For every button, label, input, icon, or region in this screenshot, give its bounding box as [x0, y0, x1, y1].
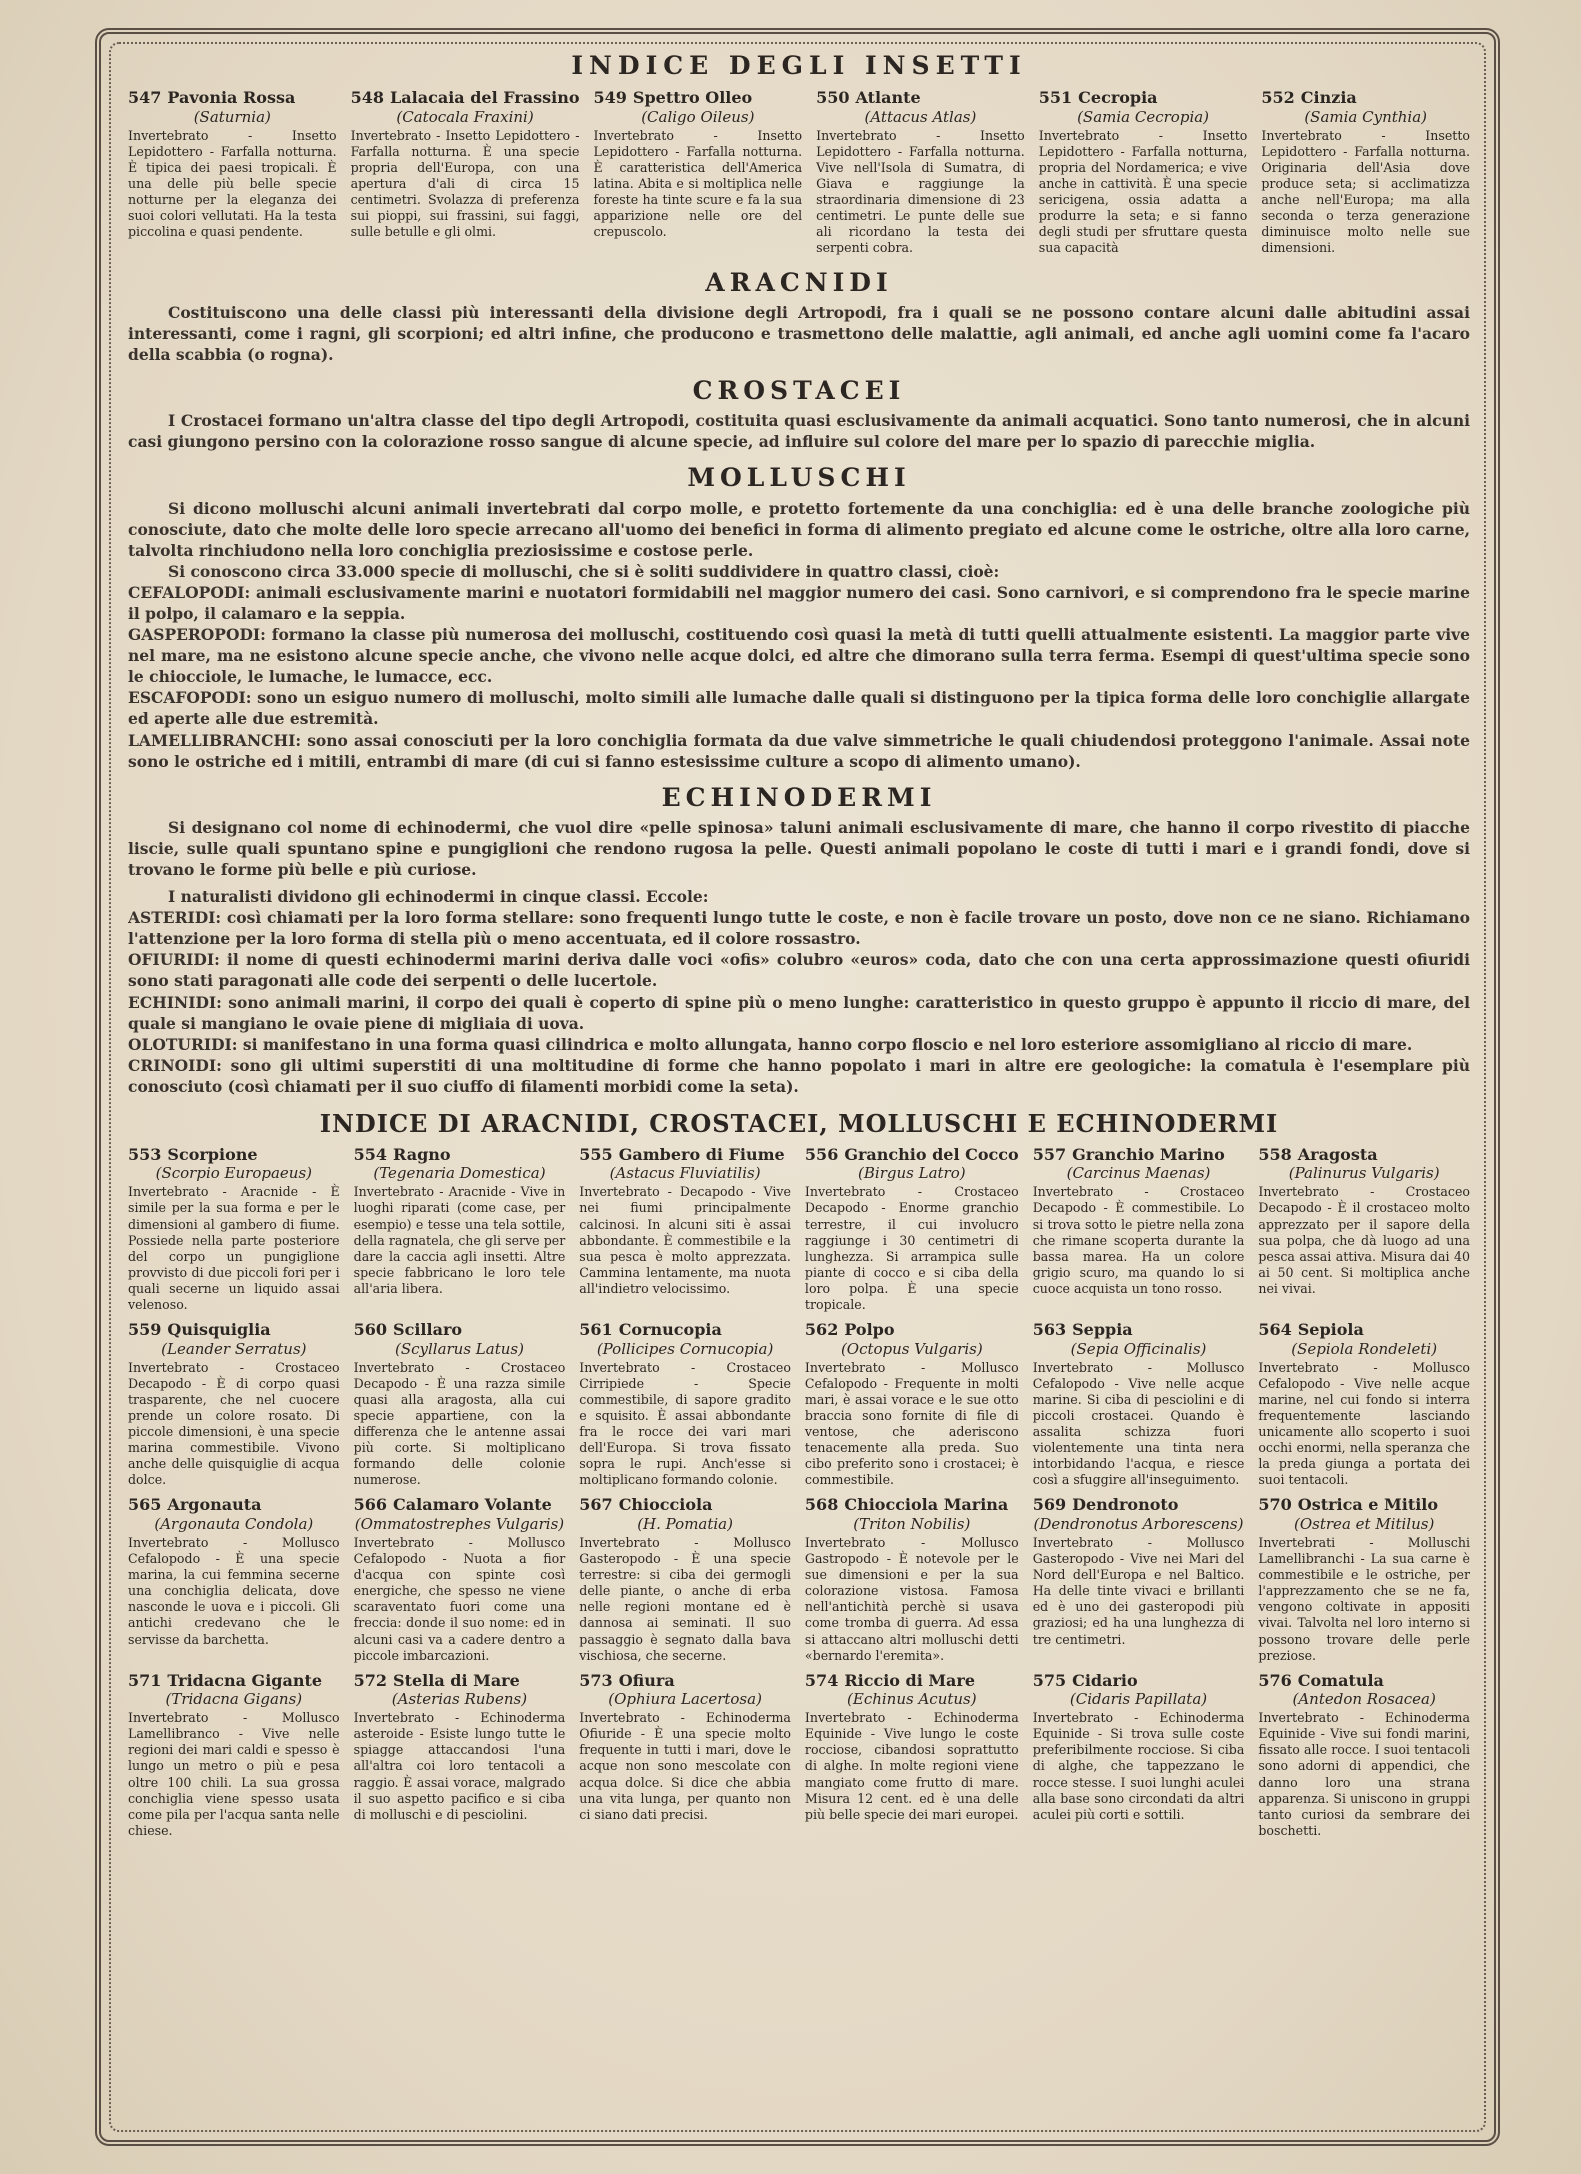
- entry-number: 575: [1032, 1671, 1067, 1690]
- entry-latin-name: (H. Pomatia): [637, 1514, 733, 1533]
- class-text: sono un esiguo numero di molluschi, molto simili alle lumache dalle quali si distinguono per la tipica forma delle loro conchiglie allargate ed aperte alle due estremità.: [128, 688, 1470, 729]
- index-entry: [1033, 1146, 1245, 1313]
- index-entry: [354, 1672, 566, 1839]
- entry-name: Cornucopia: [618, 1321, 722, 1340]
- entry-latin-name: (Ophiura Lacertosa): [608, 1690, 762, 1709]
- crostacei-heading: CROSTACEI: [692, 376, 906, 405]
- entry-title: [1258, 1146, 1470, 1164]
- entry-latin-name: (Tridacna Gigans): [165, 1690, 303, 1709]
- molluschi-text-2: Si conoscono circa 33.000 specie di molluschi, che si è soliti suddividere in quattro classi, cioè:: [168, 561, 1000, 581]
- class-term: ASTERIDI:: [128, 908, 222, 928]
- entry-title: [354, 1321, 566, 1339]
- index-entry: [816, 89, 1025, 256]
- entry-name: Lalacaia del Frassino: [390, 89, 580, 108]
- entry-title: [1033, 1496, 1245, 1514]
- entry-title: [128, 1496, 340, 1514]
- entry-title: [805, 1321, 1019, 1339]
- class-term: ECHINIDI:: [128, 992, 222, 1012]
- index-entry: [1258, 1146, 1470, 1313]
- entry-latin-name: (Samia Cecropia): [1077, 107, 1210, 126]
- entry-latin-name: (Birgus Latro): [858, 1164, 966, 1183]
- entry-title: [1033, 1672, 1245, 1690]
- index-entry: [805, 1146, 1019, 1313]
- entry-name: Ofiura: [618, 1671, 675, 1690]
- class-term: CEFALOPODI:: [128, 582, 251, 602]
- class-text: animali esclusivamente marini e nuotatori formidabili nel maggior numero dei casi. Sono carnivori, e si comprendono fra le specie marine il polpo, il calamaro e la seppia.: [128, 582, 1470, 624]
- entry-latin-name: (Samia Cynthia): [1304, 107, 1428, 126]
- entry-latin-name: (Pollicipes Cornucopia): [596, 1339, 774, 1358]
- entry-number: 564: [1258, 1321, 1292, 1340]
- entry-number: 563: [1032, 1321, 1067, 1340]
- crostacei-section: [128, 375, 1470, 452]
- entry-description: Invertebrato - Insetto Lepidottero - Farfalla notturna. È una specie propria dell'Europa, con una apertura d'ali di circa 15 centimetri. Svolazza di preferenza sui pioppi, sui frassini, sui faggi, sulle betulle e gli olmi.: [350, 127, 580, 240]
- entry-latin-name: (Asterias Rubens): [391, 1690, 528, 1709]
- entry-latin-name: (Argonauta Condola): [154, 1514, 314, 1533]
- index-entry: [579, 1672, 791, 1839]
- entry-description: Invertebrato - Mollusco Gasteropodo - È una specie terrestre: si ciba dei germogli delle piante, o anche di erba nelle regioni montane ed è dannosa ai seminati. Il suo passaggio è segnato dalla bava vischiosa, che secerne.: [579, 1534, 791, 1663]
- entry-latin-name: (Saturnia): [193, 107, 271, 126]
- index-entry: [1033, 1672, 1245, 1839]
- index-entry: [1033, 1496, 1245, 1663]
- index-entry: [128, 89, 337, 256]
- entry-description: Invertebrato - Insetto Lepidottero - Farfalla notturna. È caratteristica dell'America latina. Abita e si moltiplica nelle foreste ha tinte scure e fa la sua apparizione nelle ore del crepuscolo.: [593, 127, 803, 240]
- entry-description: Invertebrato - Echinoderma Equinide - Si trova sulle coste preferibilmente rocciose. Si ciba di alghe, che tappezzano le rocce stesse. I suoi lunghi aculei alla base sono circondati da altri aculei più corti e sottili.: [1032, 1710, 1245, 1822]
- entry-number: 547: [128, 89, 162, 108]
- class-term: CRINOIDI:: [128, 1055, 222, 1075]
- entry-description: Invertebrato - Crostaceo Decapodo - È il crostaceo molto apprezzato per il sapore della sua polpa, che dà luogo ad una pesca assai attiva. Misura dai 40 ai 50 cent. Si moltiplica anche nei vivai.: [1258, 1184, 1470, 1296]
- index-entry: [594, 89, 803, 256]
- entry-name: Stella di Mare: [393, 1671, 520, 1690]
- class-term: LAMELLIBRANCHI:: [128, 730, 302, 750]
- echinodermi-text-1: Si designano col nome di echinodermi, che vuol dire «pelle spinosa» taluni animali esclusivamente di mare, che hanno il corpo rivestito di piacche liscie, sulle quali spuntano spine e pungiglioni che rendono rugosa la pelle. Questi animali popolano le coste di tutti i mari e i grandi fondi, dove si trovano le forme più belle e più curiose.: [128, 817, 1470, 880]
- index-entry: [128, 1496, 340, 1663]
- class-definition: [128, 1034, 1470, 1055]
- entry-description: Invertebrato - Crostaceo Decapodo - È commestibile. Lo si trova sotto le pietre nella zona che rimane scoperta durante la bassa marea. Ha un colore grigio scuro, ma quando lo si cuoce acquista un tono rosso.: [1032, 1184, 1245, 1296]
- entry-number: 562: [804, 1321, 839, 1340]
- entry-title: [128, 89, 337, 107]
- entry-number: 550: [816, 89, 850, 108]
- entry-title: [128, 1321, 340, 1339]
- entry-description: Invertebrato - Mollusco Cefalopodo - Vive nelle acque marine, nel cui fondo si interra frequentemente lasciando unicamente allo scoperto i suoi occhi enormi, nella speranza che la preda giunga a portata dei suoi tentacoli.: [1258, 1359, 1470, 1488]
- molluschi-heading: MOLLUSCHI: [687, 463, 911, 493]
- entry-title: [594, 89, 803, 107]
- entry-latin-name: (Leander Serratus): [161, 1339, 307, 1358]
- entry-description: Invertebrato - Mollusco Lamellibranco - Vive nelle regioni dei mari caldi e spesso è lungo un metro o più e pesa oltre 100 chili. La sua grossa conchiglia viene spesso usata come pila per l'acqua santa nelle chiese.: [128, 1710, 340, 1838]
- entry-latin-name: (Attacus Atlas): [864, 107, 977, 126]
- entry-description: Invertebrato - Mollusco Cefalopodo - Frequente in molti mari, è assai vorace e le sue otto braccia sono fornite di file di ventose, che aderiscono tenacemente alla preda. Suo cibo preferito sono i crostacei; è commestibile.: [804, 1359, 1019, 1488]
- echinodermi-text-2: I naturalisti dividono gli echinodermi in cinque classi. Eccole:: [168, 887, 709, 907]
- entry-name: Ragno: [393, 1145, 451, 1164]
- class-text: così chiamati per la loro forma stellare: sono frequenti lungo tutte le coste, e non è facile trovare un posto, dove non ce ne siano. Richiamano l'attenzione per la loro forma di stella più o meno accentuata, ed il colore rossastro.: [128, 908, 1470, 949]
- entry-number: 567: [579, 1496, 613, 1515]
- crostacei-text: I Crostacei formano un'altra classe del tipo degli Artropodi, costituita quasi esclusivamente da animali acquatici. Sono tanto numerosi, che in alcuni casi giungono persino con la colorazione rosso sangue di alcune specie, ad influire sul colore del mare per lo spazio di parecchie miglia.: [128, 411, 1470, 452]
- entry-number: 574: [804, 1671, 839, 1690]
- class-definition: [128, 992, 1470, 1034]
- index-entry: [579, 1146, 791, 1313]
- entry-name: Seppia: [1072, 1321, 1133, 1340]
- entry-latin-name: (Carcinus Maenas): [1066, 1164, 1211, 1183]
- entry-title: [579, 1496, 791, 1514]
- entry-description: Invertebrato - Mollusco Gastropodo - È notevole per le sue dimensioni e per la sua colorazione vistosa. Famosa nell'antichità perchè si usava come tromba di guerra. Ad essa si attaccano altri molluschi detti «bernardo l'eremita».: [804, 1534, 1019, 1663]
- entry-name: Granchio del Cocco: [844, 1145, 1019, 1164]
- indice2-heading: INDICE DI ARACNIDI, CROSTACEI, MOLLUSCHI E ECHINODERMI: [319, 1108, 1279, 1138]
- entry-number: 557: [1032, 1145, 1067, 1164]
- entry-title: [354, 1146, 566, 1164]
- entry-latin-name: (Dendronotus Arborescens): [1033, 1514, 1244, 1533]
- entry-title: [354, 1672, 566, 1690]
- index-entry: [1033, 1321, 1245, 1488]
- entry-description: Invertebrato - Decapodo - Vive nei fiumi principalmente calcinosi. In alcuni siti è assai abbondante. È commestibile e la sua pesca è molto apprezzata. Cammina lentamente, ma nuota all'indietro velocissimo.: [579, 1184, 791, 1296]
- entry-title: [351, 89, 580, 107]
- entry-title: [1039, 89, 1248, 107]
- index-entry: [354, 1146, 566, 1313]
- aracnidi-heading: ARACNIDI: [705, 267, 893, 297]
- class-definition: [128, 907, 1470, 949]
- entry-latin-name: (Octopus Vulgaris): [840, 1339, 983, 1358]
- index-entry: [1261, 89, 1470, 256]
- entry-description: Invertebrato - Insetto Lepidottero - Farfalla notturna, propria del Nordamerica; e vive anche in cattività. È una specie sericigena, ossia adatta a produrre la seta; e si fanno degli studi per sfruttare questa sua capacità: [1038, 127, 1248, 256]
- entry-number: 561: [579, 1321, 613, 1340]
- aracnidi-text: Costituiscono una delle classi più interessanti della divisione degli Artropodi, fra i quali se ne possono contare alcuni dalle abitudini assai interessanti, come i ragni, gli scorpioni; ed altri infine, che producono e trasmettono delle malattie, agli animali, ed anche agli uomini come fa l'acaro della scabbia (o rogna).: [128, 302, 1470, 364]
- entry-description: Invertebrato - Mollusco Cefalopodo - È una specie marina, la cui femmina secerne una conchiglia delicata, dove nasconde le uova e i piccoli. Gli antichi credevano che le servisse da barchetta.: [128, 1534, 340, 1647]
- entry-number: 576: [1258, 1671, 1292, 1690]
- entry-title: [816, 89, 1025, 107]
- entry-name: Chiocciola Marina: [844, 1496, 1009, 1515]
- entry-name: Riccio di Mare: [844, 1671, 976, 1690]
- entry-title: [128, 1672, 340, 1690]
- index-entry: [354, 1321, 566, 1488]
- molluschi-section: [128, 462, 1470, 771]
- entry-description: Invertebrato - Crostaceo Cirripiede - Specie commestibile, di sapore gradito e squisito. È assai abbondante fra le rocce dei vari mari dell'Europa. Si trova fissato sopra le rupi. Anch'esse si moltiplicano formando colonie.: [579, 1359, 791, 1488]
- entry-title: [805, 1146, 1019, 1164]
- entry-latin-name: (Tegenaria Domestica): [373, 1164, 546, 1183]
- entry-description: Invertebrato - Crostaceo Decapodo - È di corpo quasi trasparente, che nel cuocere prende un colore rosato. Di piccole dimensioni, è una specie marina commestibile. Vivono anche delle quisquiglie di acqua dolce.: [128, 1359, 340, 1488]
- entry-name: Scorpione: [167, 1145, 258, 1164]
- entry-title: [1258, 1672, 1470, 1690]
- index-entry: [351, 89, 580, 256]
- class-term: GASPEROPODI:: [128, 625, 266, 645]
- entry-name: Comatula: [1297, 1671, 1384, 1690]
- entry-description: Invertebrato - Echinoderma Equinide - Vive sui fondi marini, fissato alle rocce. I suoi tentacoli sono adorni di appendici, che danno loro una strana apparenza. Si uniscono in gruppi tanto curiosi da sembrare dei boschetti.: [1258, 1710, 1470, 1838]
- class-term: OFIURIDI:: [128, 950, 220, 970]
- index-entry: [1258, 1672, 1470, 1839]
- class-definition: [128, 582, 1470, 624]
- class-definition: [128, 949, 1470, 991]
- entry-description: Invertebrato - Echinoderma asteroide - Esiste lungo tutte le spiagge attaccandosi l'una all'altra coi loro tentacoli a raggio. È assai vorace, malgrado il suo aspetto pacifico e si ciba di molluschi e di pesciolini.: [353, 1710, 566, 1822]
- entry-name: Dendronoto: [1072, 1496, 1179, 1515]
- index-entry: [805, 1672, 1019, 1839]
- entry-description: Invertebrato - Echinoderma Equinide - Vive lungo le coste rocciose, cibandosi soprattutto di alghe. In molte regioni viene mangiato come frutto di mare. Misura 12 cent. ed è una delle più belle specie dei mari europei.: [804, 1710, 1019, 1822]
- entry-number: 571: [128, 1671, 162, 1690]
- entry-number: 555: [579, 1145, 613, 1164]
- class-text: si manifestano in una forma quasi cilindrica e molto allungata, hanno corpo floscio e nel loro esteriore assomigliano al riccio di mare.: [242, 1034, 1413, 1054]
- entry-number: 566: [353, 1496, 388, 1515]
- entry-number: 569: [1032, 1496, 1067, 1515]
- entry-number: 549: [593, 89, 627, 108]
- index-entry: [579, 1321, 791, 1488]
- entry-name: Cidario: [1072, 1671, 1138, 1690]
- entry-number: 565: [128, 1496, 162, 1515]
- index-entry: [805, 1496, 1019, 1663]
- class-definition: [128, 624, 1470, 687]
- entry-description: Invertebrato - Echinoderma Ofiuride - È una specie molto frequente in tutti i mari, dove le acque non sono mescolate con acqua dolce. Si dice che abbia una vita lunga, per quanto non ci siano dati precisi.: [579, 1710, 791, 1822]
- entry-number: 558: [1258, 1145, 1292, 1164]
- entry-latin-name: (Ommatostrephes Vulgaris): [354, 1514, 565, 1533]
- index-entry: [805, 1321, 1019, 1488]
- entry-name: Cecropia: [1078, 89, 1158, 108]
- entry-description: Invertebrato - Crostaceo Decapodo - Enorme granchio terrestre, il cui involucro raggiunge i 30 centimetri di lunghezza. Si arrampica sulle piante di cocco e si ciba della loro polpa. È una specie tropicale.: [804, 1184, 1019, 1313]
- entry-title: [1261, 89, 1470, 107]
- entry-latin-name: (Triton Nobilis): [853, 1514, 971, 1533]
- entry-title: [354, 1496, 566, 1514]
- entry-name: Aragosta: [1297, 1145, 1378, 1164]
- index-entry: [128, 1146, 340, 1313]
- entry-description: Invertebrato - Insetto Lepidottero - Farfalla notturna. È tipica dei paesi tropicali. È una delle più belle specie notturne per la eleganza dei suoi colori vellutati. Ha la testa piccolina e quasi pendente.: [128, 127, 337, 240]
- class-text: sono assai conosciuti per la loro conchiglia formata da due valve simmetriche le quali chiudendosi proteggono l'animale. Assai note sono le ostriche ed i mitili, entrambi di mare (di cui si fanno estesissime culture a scopo di alimento umano).: [128, 730, 1470, 771]
- molluschi-text-1: Si dicono molluschi alcuni animali invertebrati dal corpo molle, e protetto fortemente da una conchiglia: ed è una delle branche zoologiche più conosciute, dato che molte delle loro specie arrecano all'uomo dei benefici in forma di alimento pregiato ed alcune come le ostriche, oltre alla loro carne, talvolta rinchiudono nella loro conchiglia preziosissime e costose perle.: [128, 498, 1470, 560]
- echinodermi-classes: [128, 907, 1470, 1097]
- entry-name: Tridacna Gigante: [167, 1671, 323, 1690]
- entry-number: 553: [128, 1145, 162, 1164]
- index-entry: [354, 1496, 566, 1663]
- entry-number: 572: [353, 1671, 388, 1690]
- index-entry: [128, 1672, 340, 1839]
- entry-title: [1033, 1321, 1245, 1339]
- class-text: sono animali marini, il corpo dei quali è coperto di spine più o meno lunghe: caratteristico in questo gruppo è appunto il riccio di mare, del quale si mangiano le ovaie piene di migliaia di uova.: [128, 992, 1470, 1033]
- entry-description: Invertebrato - Crostaceo Decapodo - È una razza simile quasi alla aragosta, alla cui specie appartiene, con la differenza che le antenne assai più corte. Si moltiplicano formando delle colonie numerose.: [353, 1359, 566, 1488]
- entry-title: [579, 1146, 791, 1164]
- entry-description: Invertebrato - Mollusco Cefalopodo - Vive nelle acque marine. Si ciba di pesciolini e di piccoli crostacei. Quando è assalita schizza fuori violentemente una tinta nera intorbidando l'acqua, e riesce così a sfuggire all'inseguimento.: [1032, 1359, 1245, 1488]
- class-text: il nome di questi echinodermi marini deriva dalle voci «ofis» colubro «euros» coda, dato che con una certa approssimazione questi ofiuridi sono stati paragonati alle code dei serpenti o delle lucertole.: [128, 950, 1470, 991]
- molluschi-classes: [128, 582, 1470, 772]
- entry-description: Invertebrato - Insetto Lepidottero - Farfalla notturna. Originaria dell'Asia dove produce seta; si acclimatizza anche nell'Europa; ma alla seconda o terza generazione diminuisce molto nelle sue dimensioni.: [1261, 127, 1470, 256]
- entry-description: Invertebrati - Molluschi Lamellibranchi - La sua carne è commestibile e le ostriche, per l'apprezzamento che se ne fa, vengono coltivate in appositi vivai. Talvolta nel loro interno si possono trovare delle perle preziose.: [1258, 1534, 1470, 1663]
- entry-number: 559: [128, 1321, 162, 1340]
- class-definition: [128, 730, 1470, 772]
- entry-latin-name: (Antedon Rosacea): [1292, 1690, 1436, 1709]
- entry-name: Argonauta: [167, 1496, 262, 1515]
- entry-description: Invertebrato - Aracnide - È simile per la sua forma e per le dimensioni al gambero di fiume. Possiede nella parte posteriore del corpo un pungiglione provvisto di due piccoli fori per i quali secerne un liquido assai velenoso.: [128, 1184, 340, 1313]
- entry-title: [1258, 1496, 1470, 1514]
- entry-name: Gambero di Fiume: [618, 1145, 785, 1164]
- entry-latin-name: (Sepiola Rondeleti): [1291, 1339, 1438, 1358]
- entry-latin-name: (Catocala Fraxini): [396, 107, 534, 126]
- class-term: OLOTURIDI:: [128, 1034, 238, 1054]
- entry-title: [579, 1672, 791, 1690]
- index-entry: [579, 1496, 791, 1663]
- class-definition: [128, 687, 1470, 729]
- entry-name: Scillaro: [393, 1321, 463, 1340]
- page-content: [128, 50, 1470, 2120]
- entry-number: 551: [1038, 89, 1073, 108]
- entry-latin-name: (Caligo Oileus): [641, 107, 755, 126]
- insetti-index: [128, 89, 1470, 256]
- entry-number: 552: [1261, 89, 1295, 108]
- entry-number: 570: [1258, 1496, 1292, 1515]
- entry-name: Calamaro Volante: [393, 1496, 552, 1515]
- entry-latin-name: (Astacus Fluviatilis): [609, 1164, 761, 1183]
- entry-name: Quisquiglia: [167, 1321, 271, 1340]
- entry-number: 560: [353, 1321, 388, 1340]
- entry-number: 568: [804, 1496, 839, 1515]
- entry-number: 554: [353, 1145, 388, 1164]
- index-entry: [1258, 1321, 1470, 1488]
- entry-name: Granchio Marino: [1072, 1145, 1225, 1164]
- aracnidi-section: [128, 267, 1470, 365]
- class-text: sono gli ultimi superstiti di una moltitudine di forme che hanno popolato i mari in altre ere geologiche: la comatula è l'esemplare più conosciuto (così chiamati per il suo ciuffo di filamenti morbidi come la seta).: [128, 1055, 1470, 1096]
- class-term: ESCAFOPODI:: [128, 688, 252, 708]
- class-text: formano la classe più numerosa dei molluschi, costituendo così quasi la metà di tutti quelli attualmente esistenti. La maggior parte vive nel mare, ma ne esistono alcune specie anche, che vivono nelle acque dolci, ed altre che dimorano sulla terra ferma. Esempi di quest'ultima specie sono le chiocciole, le lumache, le lumacce, ecc.: [128, 625, 1470, 687]
- entry-name: Ostrica e Mitilo: [1297, 1496, 1439, 1515]
- entry-latin-name: (Scorpio Europaeus): [155, 1164, 312, 1183]
- entry-name: Polpo: [844, 1321, 895, 1340]
- index-entry: [1258, 1496, 1470, 1663]
- entry-latin-name: (Ostrea et Mitilus): [1294, 1514, 1435, 1533]
- entry-name: Cinzia: [1300, 89, 1357, 108]
- indice2-index: [128, 1146, 1470, 1839]
- insetti-heading: INDICE DEGLI INSETTI: [571, 51, 1027, 80]
- entry-number: 556: [804, 1145, 839, 1164]
- entry-title: [128, 1146, 340, 1164]
- entry-name: Sepiola: [1297, 1321, 1364, 1340]
- echinodermi-heading: ECHINODERMI: [661, 782, 937, 812]
- entry-title: [805, 1672, 1019, 1690]
- index-entry: [1039, 89, 1248, 256]
- entry-description: Invertebrato - Insetto Lepidottero - Farfalla notturna. Vive nell'Isola di Sumatra, di Giava e raggiunge la straordinaria dimensione di 23 centimetri. Le punte delle sue ali ricordano la testa dei serpenti cobra.: [816, 127, 1025, 256]
- entry-title: [805, 1496, 1019, 1514]
- entry-number: 548: [350, 89, 385, 108]
- entry-name: Chiocciola: [618, 1496, 713, 1515]
- entry-latin-name: (Echinus Acutus): [847, 1690, 977, 1709]
- entry-latin-name: (Cidaris Papillata): [1069, 1690, 1208, 1709]
- entry-name: Pavonia Rossa: [167, 89, 296, 108]
- echinodermi-section: [128, 782, 1470, 1097]
- entry-latin-name: (Scyllarus Latus): [394, 1339, 524, 1358]
- entry-title: [1258, 1321, 1470, 1339]
- entry-name: Spettro Olleo: [632, 89, 753, 108]
- entry-latin-name: (Palinurus Vulgaris): [1288, 1164, 1440, 1183]
- entry-number: 573: [579, 1671, 613, 1690]
- entry-title: [1033, 1146, 1245, 1164]
- entry-description: Invertebrato - Aracnide - Vive in luoghi riparati (come case, per esempio) e tesse una tela sottile, della ragnatela, che gli serve per dare la caccia agli insetti. Altre specie fabbricano le loro tele all'aria libera.: [353, 1184, 566, 1296]
- entry-description: Invertebrato - Mollusco Gasteropodo - Vive nei Mari del Nord dell'Europa e nel Baltico. Ha delle tinte vivaci e brillanti ed è uno dei gasteropodi più graziosi; ed ha una lunghezza di tre centimetri.: [1032, 1534, 1245, 1647]
- entry-name: Atlante: [855, 89, 921, 108]
- class-definition: [128, 1055, 1470, 1097]
- entry-latin-name: (Sepia Officinalis): [1070, 1339, 1207, 1358]
- entry-description: Invertebrato - Mollusco Cefalopodo - Nuota a fior d'acqua con spinte così energiche, che spesso ne viene scaraventato fuori come una freccia: donde il suo nome: ed in alcuni casi va a cadere dentro a piccole imbarcazioni.: [353, 1534, 566, 1663]
- entry-title: [579, 1321, 791, 1339]
- index-entry: [128, 1321, 340, 1488]
